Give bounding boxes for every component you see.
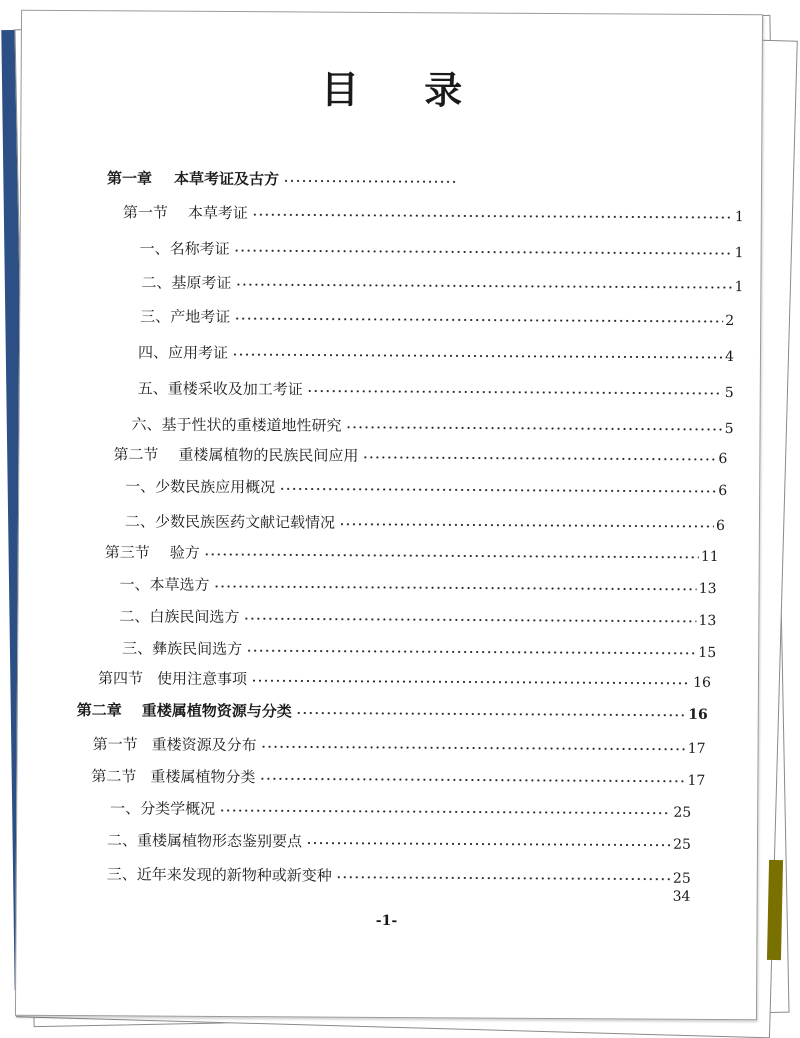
- toc-leader-dots: [339, 523, 714, 528]
- toc-entry-number: 第一章: [106, 169, 153, 188]
- toc-entry-title: 分类学概况: [140, 799, 216, 818]
- toc-entry-title: 验方: [169, 543, 200, 562]
- toc-leader-dots: [283, 179, 459, 183]
- toc-entry-title: 使用注意事项: [156, 669, 248, 689]
- toc-leader-dots: [234, 249, 733, 255]
- toc-entry-number: 三、: [140, 307, 171, 326]
- toc-entry-title: 重楼采收及加工考证: [167, 379, 303, 399]
- toc-page-number: 25: [672, 870, 691, 887]
- toc-item-entry: [138, 377, 734, 402]
- underlying-book-edge: [767, 860, 783, 960]
- toc-section-entry: [113, 443, 727, 468]
- toc-item-entry: [141, 271, 743, 296]
- toc-section-entry: [123, 201, 744, 226]
- toc-leader-dots: [362, 456, 716, 461]
- toc-page-number: 15: [698, 644, 717, 662]
- toc-page-number: 16: [688, 706, 708, 723]
- toc-entry-number: 一、: [139, 239, 170, 258]
- toc-entry-title: 重楼属植物形态鉴别要点: [136, 831, 303, 851]
- toc-leader-dots: [214, 585, 697, 591]
- toc-entry-number: 二、: [141, 273, 172, 292]
- toc-entry-number: 第二节: [91, 767, 137, 786]
- toc-leader-dots: [296, 711, 686, 716]
- toc-entry-number: 第一节: [92, 735, 138, 754]
- toc-entry-number: 五、: [137, 379, 168, 398]
- toc-page: [15, 10, 763, 1021]
- toc-page-number: 16: [693, 674, 712, 691]
- toc-entry-number: 三、: [122, 639, 153, 658]
- toc-entry-title: 近年来发现的新物种或新变种: [136, 865, 332, 885]
- toc-leader-dots: [232, 353, 723, 359]
- toc-leader-dots: [234, 317, 723, 323]
- toc-section-entry: [93, 733, 706, 758]
- toc-entry-number: 二、: [106, 831, 138, 850]
- toc-item-entry: [138, 341, 734, 366]
- toc-entry-number: 一、: [110, 799, 141, 818]
- toc-leader-dots: [235, 283, 732, 289]
- toc-item-entry: [125, 510, 725, 535]
- toc-entry-title: 彝族民间选方: [152, 639, 243, 659]
- toc-entry-title: 重楼属植物分类: [150, 767, 256, 787]
- toc-entry-title: 少数民族医药文献记载情况: [154, 512, 336, 532]
- page-number: 34: [672, 888, 691, 905]
- toc-leader-dots: [204, 553, 699, 559]
- toc-page-number: 17: [687, 740, 706, 757]
- toc-entry-title: 本草考证及古方: [174, 169, 280, 189]
- toc-leader-dots: [306, 841, 671, 846]
- toc-entry-title: 重楼属植物的民族民间应用: [178, 445, 359, 465]
- toc-entry-number: 一、: [119, 575, 150, 594]
- toc-entry-number: 二、: [124, 512, 156, 531]
- toc-entry-number: 第三节: [104, 543, 150, 562]
- toc-page-number: 1: [734, 209, 744, 226]
- toc-chapter-entry: [77, 699, 708, 724]
- toc-item-entry: [131, 413, 733, 438]
- toc-entry-number: 第四节: [97, 669, 144, 688]
- toc-leader-dots: [279, 487, 716, 493]
- toc-leader-dots: [259, 777, 685, 783]
- toc-item-entry: [107, 863, 691, 888]
- toc-entry-number: 四、: [137, 343, 169, 362]
- toc-section-entry: [98, 667, 711, 692]
- toc-section-entry: [91, 765, 705, 790]
- toc-page-number: 17: [687, 772, 706, 789]
- toc-entry-number: 二、: [119, 607, 150, 626]
- toc-entry-number: 第二节: [113, 445, 159, 464]
- toc-item-entry: [120, 573, 717, 598]
- toc-entry-title: 白族民间选方: [149, 607, 240, 627]
- toc-page-number: 6: [718, 483, 728, 500]
- toc-leader-dots: [219, 809, 671, 815]
- toc-page-number: 25: [673, 836, 692, 853]
- toc-page-number: 4: [725, 349, 735, 366]
- toc-entry-number: 第二章: [76, 701, 122, 720]
- toc-section-entry: [105, 541, 719, 566]
- toc-leader-dots: [252, 213, 733, 219]
- toc-page-number: 5: [724, 385, 734, 402]
- toc-leader-dots: [243, 617, 696, 623]
- toc-page-number: 25: [673, 804, 692, 821]
- toc-entry-title: 少数民族应用概况: [155, 477, 276, 497]
- toc-entry-title: 应用考证: [167, 343, 229, 363]
- toc-leader-dots: [251, 679, 691, 685]
- toc-page-number: 11: [700, 548, 719, 566]
- toc-leader-dots: [246, 649, 696, 655]
- toc-page-number: 5: [724, 421, 734, 438]
- toc-page-number: 6: [715, 517, 725, 535]
- toc-leader-dots: [336, 876, 671, 881]
- toc-page-number: 1: [734, 279, 744, 296]
- toc-item-entry: [125, 475, 727, 500]
- page-footer: -1-: [375, 912, 398, 930]
- toc-leader-dots: [346, 426, 723, 431]
- toc-page-number: 2: [725, 313, 735, 330]
- toc-item-entry: [140, 237, 744, 262]
- toc-item-entry: [122, 637, 716, 662]
- toc-page-number: 6: [718, 451, 728, 468]
- page-title: 目 录: [320, 66, 489, 113]
- toc-entry-number: 六、: [131, 415, 162, 434]
- toc-item-entry: [110, 797, 691, 822]
- toc-page-number: 1: [734, 245, 744, 262]
- toc-entry-title: 基原考证: [171, 273, 232, 293]
- toc-entry-title: 产地考证: [170, 307, 231, 327]
- toc-page-number: 13: [698, 612, 717, 630]
- toc-entry-title: 重楼属植物资源与分类: [141, 701, 292, 721]
- toc-page-number: 13: [698, 580, 717, 598]
- toc-entry-title: 本草考证: [187, 203, 248, 223]
- toc-entry-title: 本草选方: [149, 575, 210, 594]
- toc-chapter-entry: [107, 167, 461, 190]
- toc-entry-title: 重楼资源及分布: [151, 735, 257, 755]
- toc-leader-dots: [261, 745, 686, 751]
- toc-entry-number: 三、: [106, 865, 137, 884]
- toc-entry-title: 基于性状的重楼道地性研究: [161, 415, 342, 435]
- toc-entry-number: 第一节: [122, 203, 168, 222]
- toc-entry-number: 一、: [125, 477, 156, 496]
- toc-item-entry: [140, 305, 734, 330]
- toc-item-entry: [107, 829, 691, 854]
- toc-leader-dots: [307, 389, 723, 395]
- toc-item-entry: [119, 605, 716, 630]
- toc-entry-title: 名称考证: [169, 239, 230, 259]
